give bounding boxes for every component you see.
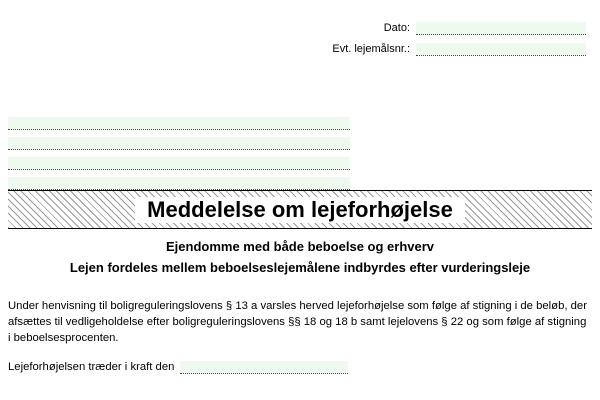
body-paragraph: Under henvisning til boligreguleringslovens § 13 a varsles herved lejeforhøjelse som følge af stigning i de beløb, der afsættes til vedligeholdelse efter boligreguleringslovens §§ 18 og 18 b samt lejelovens § 22 og som følge af stigning i beboelsesprocenten.: [8, 300, 587, 344]
address-block: [8, 117, 350, 197]
subtitle-secondary: Lejen fordeles mellem beboelseslejemålene indbyrdes efter vurderingsleje: [69, 260, 531, 275]
date-field-row: [226, 22, 586, 35]
case-number-field-row: [226, 43, 586, 56]
subtitle-group: [0, 238, 600, 277]
case-number-input[interactable]: [416, 43, 586, 56]
effective-date-input[interactable]: [180, 361, 348, 374]
address-line-4[interactable]: [8, 177, 350, 190]
address-line-1[interactable]: [8, 117, 350, 130]
address-line-2[interactable]: [8, 137, 350, 150]
date-input[interactable]: [416, 22, 586, 35]
address-line-3[interactable]: [8, 157, 350, 170]
title-banner: [8, 190, 592, 229]
page-title: Meddelelse om lejeforhøjelse: [135, 197, 465, 223]
effective-date-label: Lejeforhøjelsen træder i kraft den: [8, 361, 175, 373]
case-number-field-label: Evt. lejemålsnr.:: [332, 43, 410, 55]
date-field-label: Dato:: [383, 22, 410, 34]
effective-date-row: [8, 360, 568, 374]
subtitle-primary: Ejendomme med både beboelse og erhverv: [165, 239, 435, 254]
top-fields-group: [226, 22, 586, 64]
